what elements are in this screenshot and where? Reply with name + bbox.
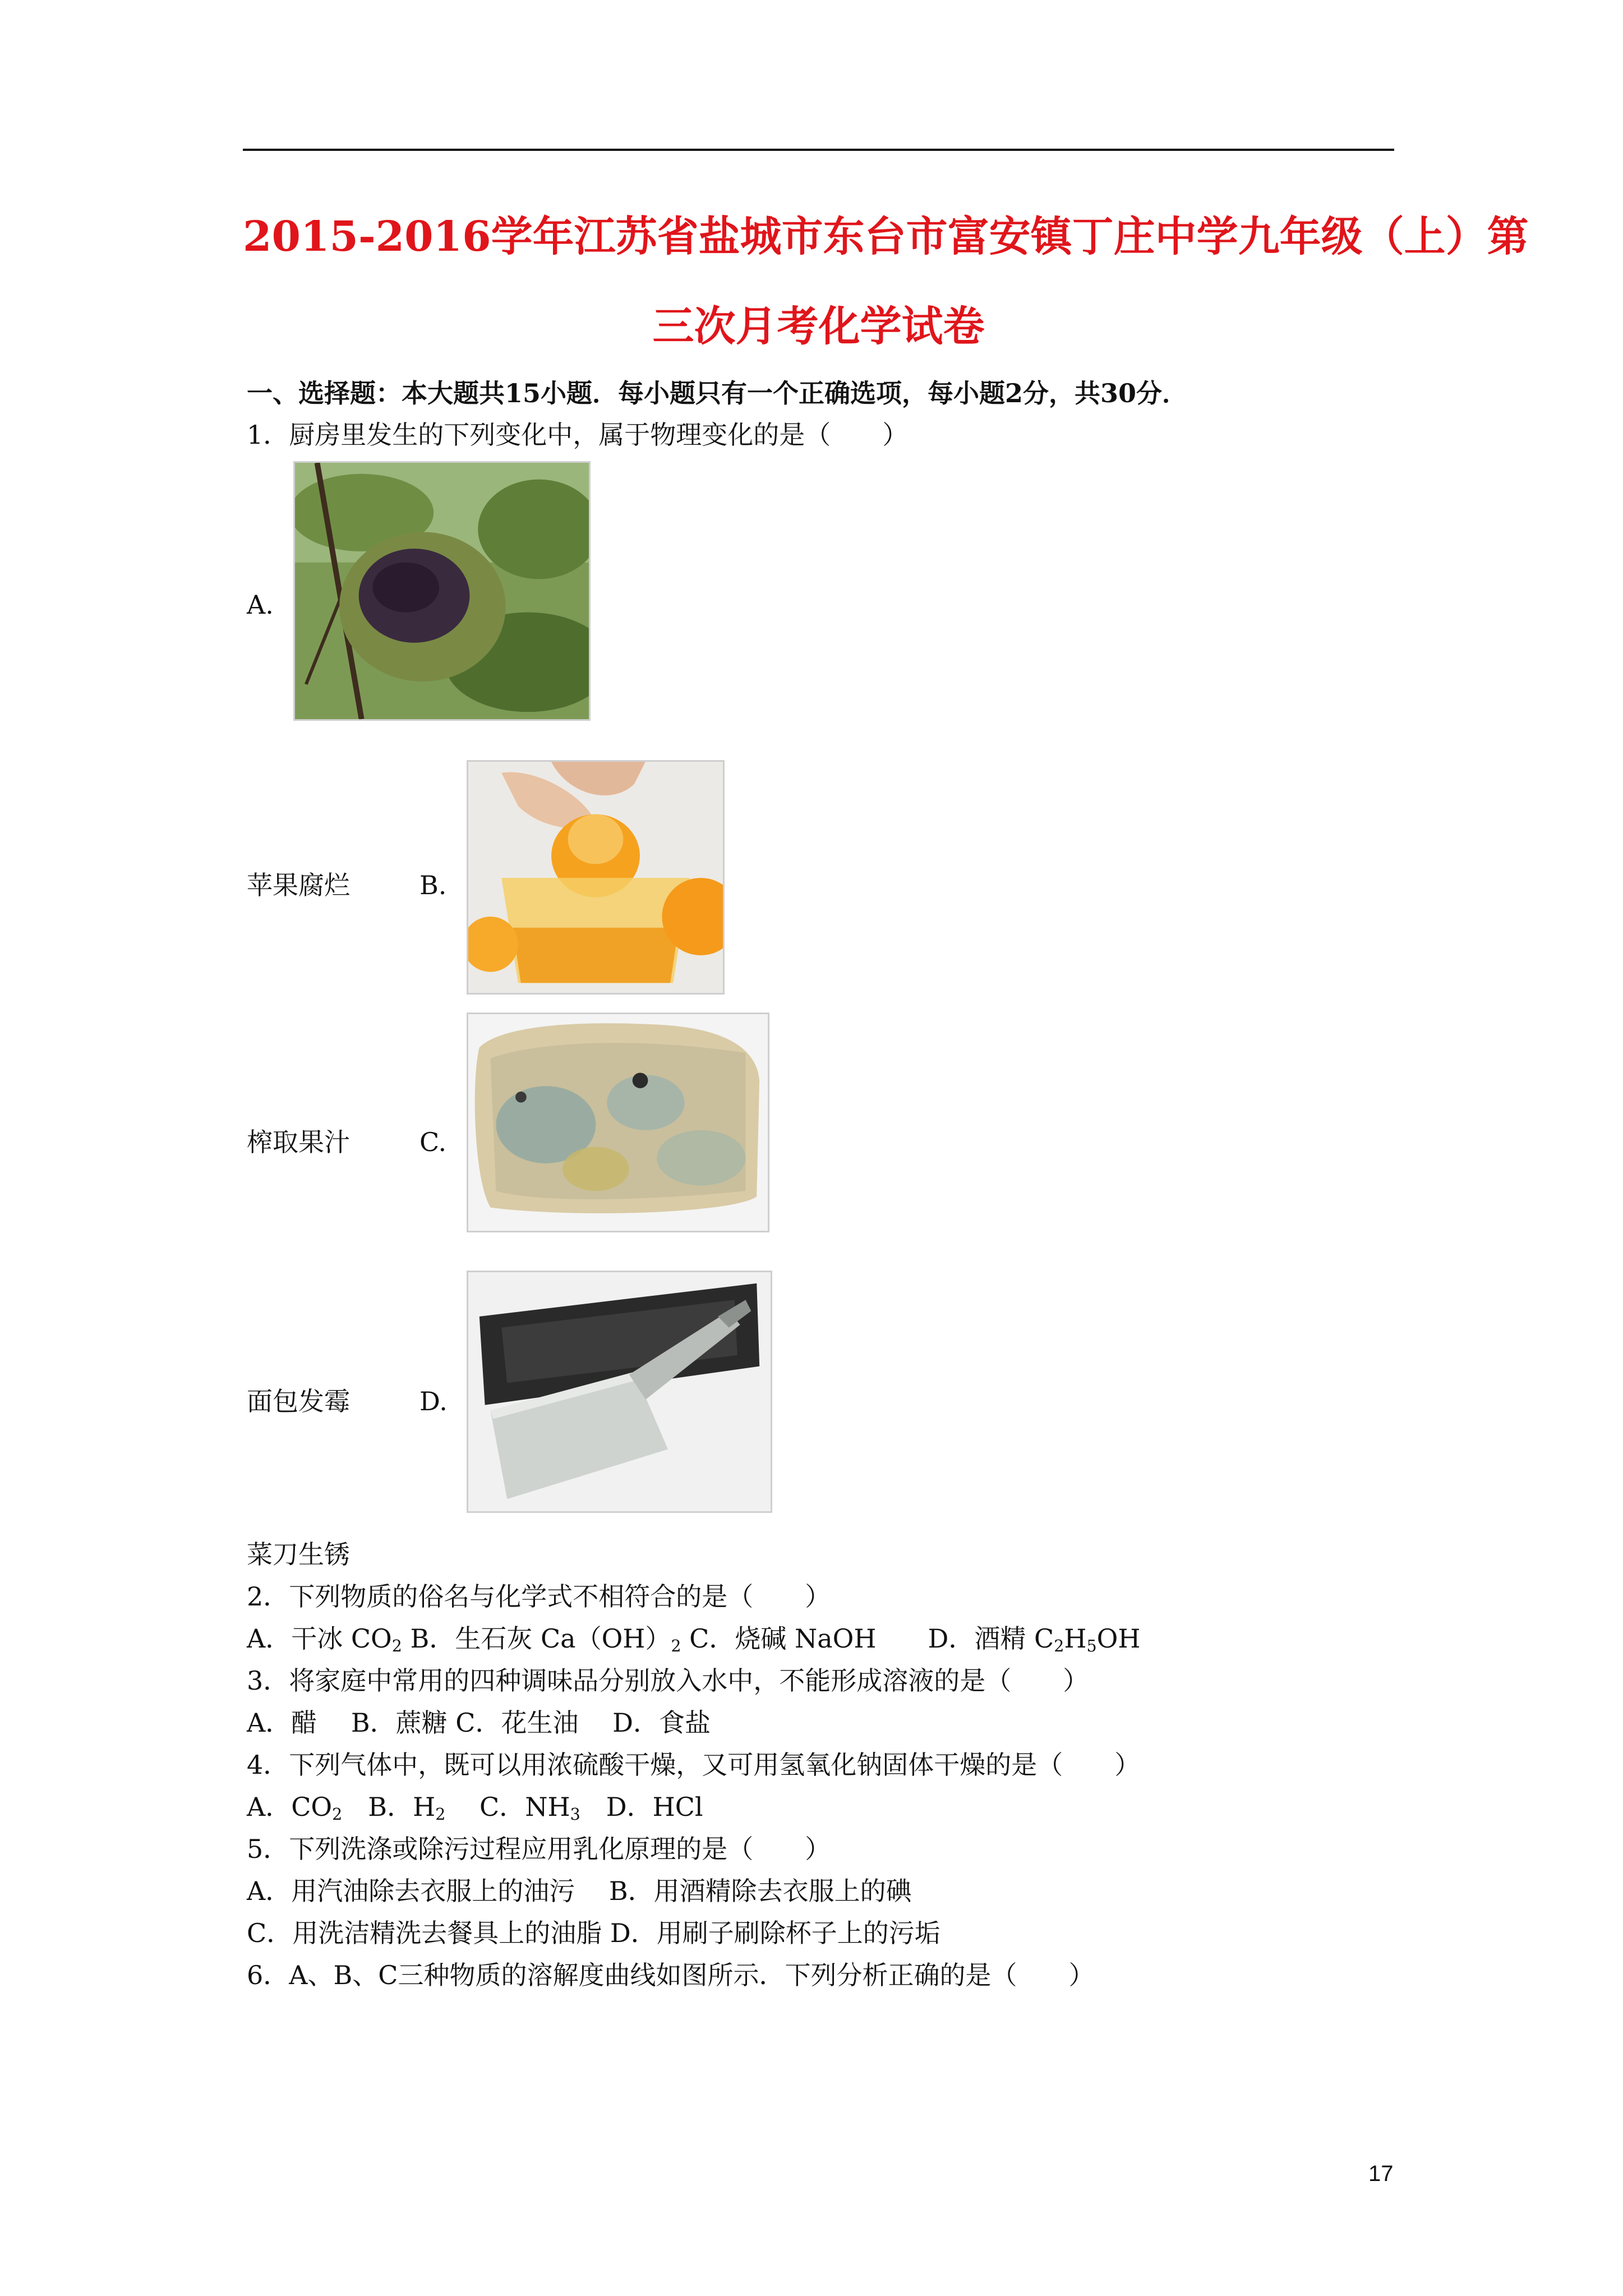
q1-option-a-text: 苹果腐烂 <box>247 870 350 900</box>
question-6-stem: 6．A、B、C三种物质的溶解度曲线如图所示．下列分析正确的是（ ） <box>247 1960 1095 1990</box>
q1-option-c-text: 面包发霉 <box>247 1386 350 1416</box>
question-5-options-line2: C．用洗洁精洗去餐具上的油脂 D．用刷子刷除杯子上的污垢 <box>247 1918 940 1948</box>
q1-option-b-letter: B. <box>419 870 447 900</box>
exam-title-line1: 2015-2016学年江苏省盐城市东台市富安镇丁庄中学九年级（上）第 <box>243 213 1529 261</box>
question-3-options: A．醋 B．蔗糖 C．花生油 D．食盐 <box>247 1708 711 1738</box>
kitchen-knife-image <box>467 1271 772 1513</box>
question-3-stem: 3．将家庭中常用的四种调味品分别放入水中，不能形成溶液的是（ ） <box>247 1665 1089 1696</box>
question-5-stem: 5．下列洗涤或除污过程应用乳化原理的是（ ） <box>247 1834 831 1864</box>
moldy-bread-image <box>467 1013 769 1232</box>
page-number: 17 <box>1368 2161 1394 2186</box>
question-4-stem: 4．下列气体中，既可以用浓硫酸干燥，又可用氢氧化钠固体干燥的是（ ） <box>247 1750 1141 1780</box>
q1-option-b-text: 榨取果汁 <box>247 1127 350 1157</box>
section-heading: 一、选择题：本大题共15小题．每小题只有一个正确选项，每小题2分，共30分． <box>247 378 1188 408</box>
q1-option-a-letter: A. <box>247 590 274 620</box>
juicing-orange-image <box>467 760 725 995</box>
rotten-apple-image <box>293 461 591 721</box>
question-4-options: A．$CO_2$ B．$H_2$ C．$NH_3$ D．HCl <box>247 1792 703 1824</box>
q1-option-d-text: 菜刀生锈 <box>247 1539 350 1570</box>
q1-option-d-letter: D. <box>419 1386 448 1416</box>
question-1-stem: 1．厨房里发生的下列变化中，属于物理变化的是（ ） <box>247 420 909 450</box>
header-rule <box>243 149 1394 151</box>
q1-option-c-letter: C. <box>419 1127 447 1157</box>
exam-title-line2: 三次月考化学试卷 <box>652 302 985 351</box>
question-5-options-line1: A．用汽油除去衣服上的油污 B．用酒精除去衣服上的碘 <box>247 1876 912 1906</box>
question-2-stem: 2．下列物质的俗名与化学式不相符合的是（ ） <box>247 1581 831 1612</box>
question-2-options: A．干冰 $CO_2$ B．生石灰 $Ca(OH)_2$ C．烧碱 NaOH D．酒精 $C_2H_5OH$ <box>247 1623 1141 1656</box>
